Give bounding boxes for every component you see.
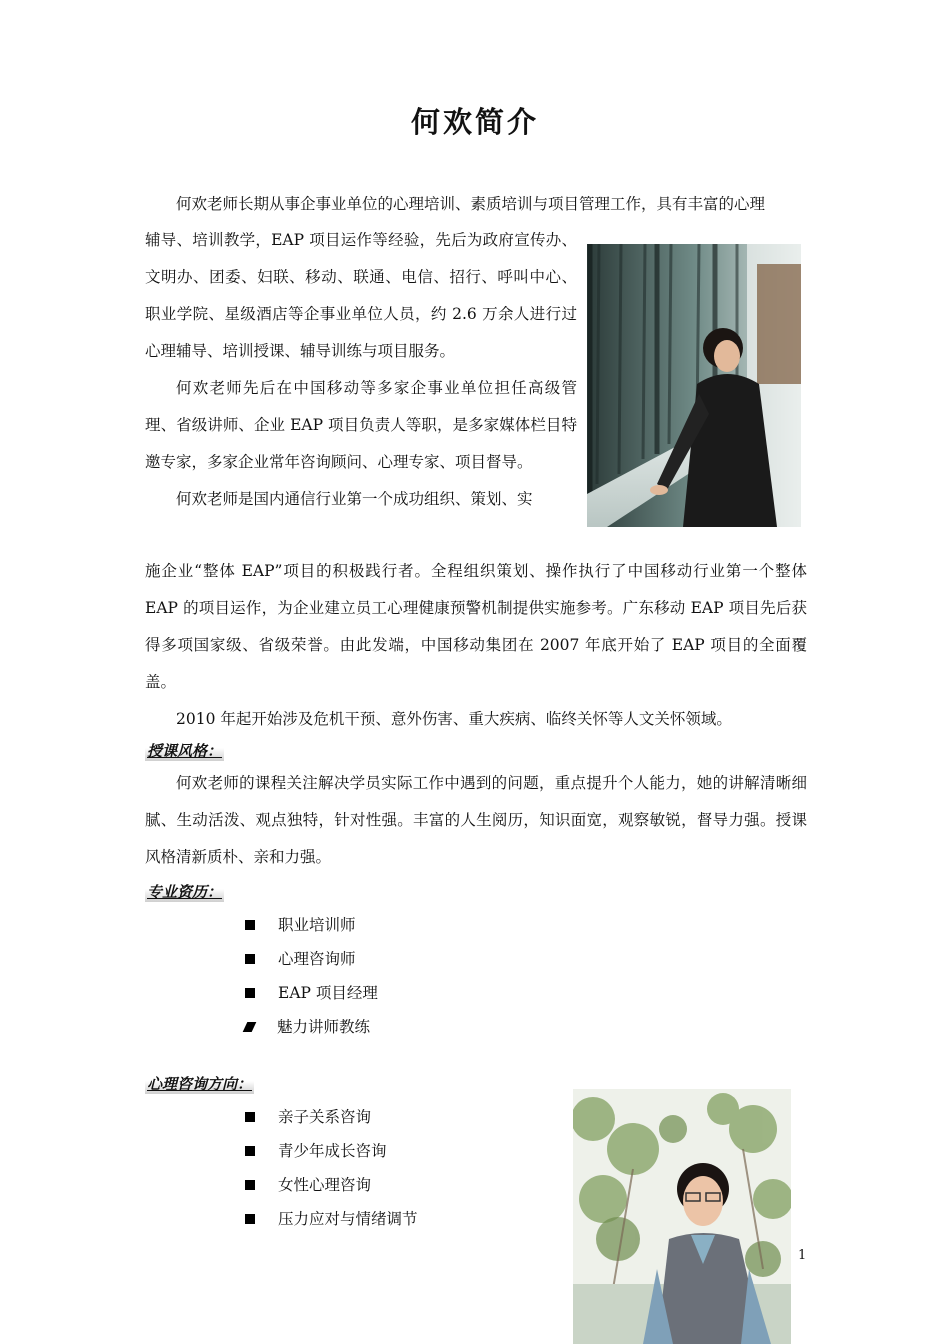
portrait-photo-park <box>573 1089 791 1344</box>
teaching-style-text: 何欢老师的课程关注解决学员实际工作中遇到的问题，重点提升个人能力，她的讲解清晰细腻、生动活泼、观点独特，针对性强。丰富的人生阅历，知识面宽，观察敏锐，督导力强。授课风格清新质朴、亲和力强。 <box>145 774 807 866</box>
intro-paragraph-4: 2010 年起开始涉及危机干预、意外伤害、重大疾病、临终关怀等人文关怀领域。 <box>176 710 732 728</box>
intro-paragraph-1-rest: 辅导、培训教学，EAP 项目运作等经验，先后为政府宣传办、文明办、团委、妇联、移动、联通、电信、招行、呼叫中心、职业学院、星级酒店等企事业单位人员，约 2.6 万余人进行过心理辅导、培训授课、辅导训练与项目服务。 <box>145 231 577 360</box>
list-item: 压力应对与情绪调节 <box>245 1202 418 1236</box>
intro-paragraph-3-line-1: 何欢老师是国内通信行业第一个成功组织、策划、实 <box>176 490 533 508</box>
square-bullet-icon <box>245 920 255 930</box>
square-bullet-icon <box>245 1112 255 1122</box>
list-item: 魅力讲师教练 <box>245 1010 378 1044</box>
square-bullet-icon <box>245 1146 255 1156</box>
list-item: 职业培训师 <box>245 908 378 942</box>
page-title: 何欢简介 <box>410 105 539 139</box>
square-bullet-icon <box>245 1180 255 1190</box>
intro-paragraph-2: 何欢老师先后在中国移动等多家企事业单位担任高级管理、省级讲师、企业 EAP 项目负责人等职，是多家媒体栏目特邀专家，多家企业常年咨询顾问、心理专家、项目督导。 <box>145 379 577 471</box>
intro-paragraph-1-line-1: 何欢老师长期从事企事业单位的心理培训、素质培训与项目管理工作，具有丰富的心理 <box>176 195 766 213</box>
intro-block-first-line <box>145 186 807 223</box>
portrait-photo-office <box>587 244 801 527</box>
teaching-style-block <box>145 765 807 876</box>
intro-block-wide <box>145 553 807 738</box>
square-bullet-icon <box>245 988 255 998</box>
list-item: 青少年成长咨询 <box>245 1134 418 1168</box>
list-item: 心理咨询师 <box>245 942 378 976</box>
list-item: EAP 项目经理 <box>245 976 378 1010</box>
intro-paragraph-3-rest: 施企业“整体 EAP”项目的积极践行者。全程组织策划、操作执行了中国移动行业第一个整体 EAP 的项目运作，为企业建立员工心理健康预警机制提供实施参考。广东移动 EAP 项目先后获得多项国家级、省级荣誉。由此发端，中国移动集团在 2007 年底开始了 EAP 项目的全面覆盖。 <box>145 562 807 691</box>
parallelogram-bullet-icon <box>243 1022 257 1032</box>
portrait-park-illustration <box>573 1089 791 1344</box>
list-item: 亲子关系咨询 <box>245 1100 418 1134</box>
page-number: 1 <box>798 1248 807 1263</box>
square-bullet-icon <box>245 1214 255 1224</box>
qualifications-list <box>245 908 378 1044</box>
portrait-office-illustration <box>587 244 801 527</box>
counseling-heading: 心理咨询方向： <box>147 1075 253 1093</box>
intro-block-narrow <box>145 222 577 518</box>
counseling-list <box>245 1100 418 1236</box>
list-item: 女性心理咨询 <box>245 1168 418 1202</box>
teaching-style-heading: 授课风格： <box>147 742 223 760</box>
square-bullet-icon <box>245 954 255 964</box>
qualifications-heading: 专业资历： <box>147 883 223 901</box>
